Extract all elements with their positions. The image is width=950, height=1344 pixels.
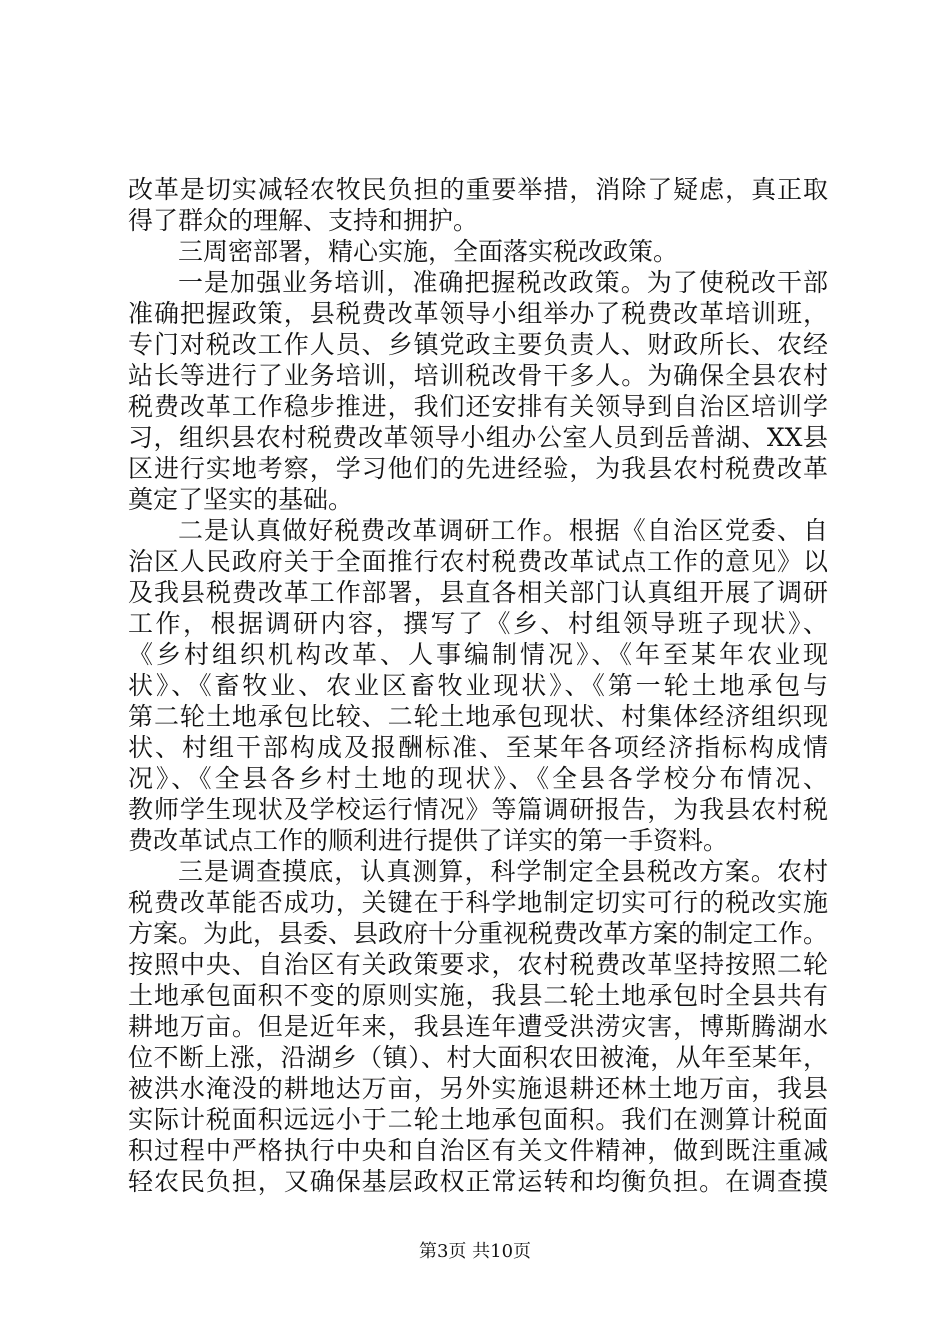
- paragraph-line: 被洪水淹没的耕地达万亩，另外实施退耕还林土地万亩，我县: [128, 1074, 828, 1103]
- paragraph-line: 站长等进行了业务培训，培训税改骨干多人。为确保全县农村: [128, 361, 828, 390]
- paragraph-line: 税费改革工作稳步推进，我们还安排有关领导到自治区培训学: [128, 392, 828, 421]
- paragraph-line: 费改革试点工作的顺利进行提供了详实的第一手资料。: [128, 826, 729, 855]
- paragraph-line: 准确把握政策，县税费改革领导小组举办了税费改革培训班，: [128, 299, 828, 328]
- paragraph-line: 治区人民政府关于全面推行农村税费改革试点工作的意见》以: [128, 547, 828, 576]
- paragraph-line: 教师学生现状及学校运行情况》等篇调研报告，为我县农村税: [128, 795, 828, 824]
- paragraph-line: 奠定了坚实的基础。: [128, 485, 354, 514]
- paragraph-line: 工作，根据调研内容，撰写了《乡、村组领导班子现状》、: [128, 609, 828, 638]
- paragraph-line: 一是加强业务培训，准确把握税改政策。为了使税改干部: [178, 268, 828, 297]
- paragraph-line: 位不断上涨，沿湖乡（镇）、村大面积农田被淹，从年至某年，: [128, 1043, 828, 1072]
- paragraph-line: 税费改革能否成功，关键在于科学地制定切实可行的税改实施: [128, 888, 828, 917]
- paragraph-line: 第二轮土地承包比较、二轮土地承包现状、村集体经济组织现: [128, 702, 828, 731]
- section-heading: 三周密部署，精心实施，全面落实税改政策。: [178, 237, 679, 266]
- paragraph-line: 二是认真做好税费改革调研工作。根据《自治区党委、自: [178, 516, 828, 545]
- paragraph-line: 三是调查摸底，认真测算，科学制定全县税改方案。农村: [178, 857, 828, 886]
- page-number-footer: 第3页 共10页: [418, 1241, 532, 1262]
- paragraph-line: 轻农民负担，又确保基层政权正常运转和均衡负担。在调查摸: [128, 1167, 828, 1196]
- paragraph-line: 专门对税改工作人员、乡镇党政主要负责人、财政所长、农经: [128, 330, 828, 359]
- paragraph-line: 状、村组干部构成及报酬标准、至某年各项经济指标构成情: [128, 733, 828, 762]
- paragraph-line: 习，组织县农村税费改革领导小组办公室人员到岳普湖、XX县: [128, 423, 828, 452]
- paragraph-line: 积过程中严格执行中央和自治区有关文件精神，做到既注重减: [128, 1136, 828, 1165]
- paragraph-line: 区进行实地考察，学习他们的先进经验，为我县农村税费改革: [128, 454, 828, 483]
- paragraph-line: 耕地万亩。但是近年来，我县连年遭受洪涝灾害，博斯腾湖水: [128, 1012, 828, 1041]
- paragraph-line: 得了群众的理解、支持和拥护。: [128, 206, 479, 235]
- paragraph-line: 按照中央、自治区有关政策要求，农村税费改革坚持按照二轮: [128, 950, 828, 979]
- paragraph-line: 《乡村组织机构改革、人事编制情况》、《年至某年农业现: [128, 640, 828, 669]
- paragraph-line: 方案。为此，县委、县政府十分重视税费改革方案的制定工作。: [128, 919, 829, 948]
- paragraph-line: 况》、《全县各乡村土地的现状》、《全县各学校分布情况、: [128, 764, 828, 793]
- paragraph-line: 土地承包面积不变的原则实施，我县二轮土地承包时全县共有: [128, 981, 828, 1010]
- document-body: [128, 174, 828, 1197]
- paragraph-line: 实际计税面积远远小于二轮土地承包面积。我们在测算计税面: [128, 1105, 828, 1134]
- paragraph-line: 状》、《畜牧业、农业区畜牧业现状》、《第一轮土地承包与: [128, 671, 828, 700]
- paragraph-line: 改革是切实减轻农牧民负担的重要举措，消除了疑虑，真正取: [128, 175, 828, 204]
- paragraph-line: 及我县税费改革工作部署，县直各相关部门认真组开展了调研: [128, 578, 828, 607]
